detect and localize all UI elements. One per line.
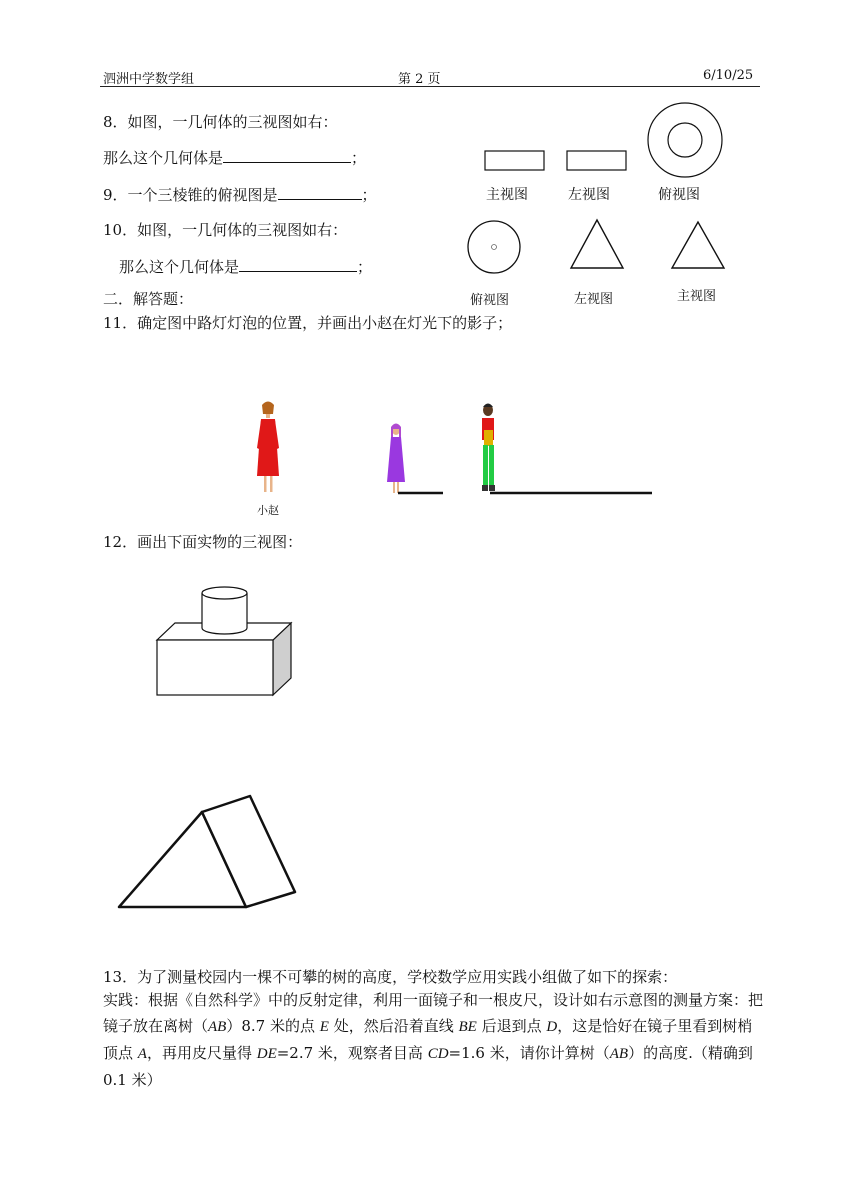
q13-var-e: E [319, 1019, 329, 1035]
q13-p2: ）8.7 米的点 [226, 1017, 320, 1035]
q13-line1: 13．为了测量校园内一棵不可攀的树的高度，学校数学应用实践小组做了如下的探索： [103, 968, 678, 986]
q10-line1: 10．如图，一几何体的三视图如右： [103, 221, 348, 239]
q13-var-de: DE [256, 1046, 277, 1062]
header-page: 第 2 页 [398, 72, 441, 87]
triangular-prism [119, 796, 295, 907]
views2-front-label: 主视图 [677, 289, 717, 304]
views1-left-label: 左视图 [568, 187, 610, 203]
views1-top-label: 俯视图 [658, 187, 700, 203]
q12-text: 12．画出下面实物的三视图： [103, 533, 303, 551]
q13-var-d: D [546, 1019, 558, 1035]
q10-line2-text: 那么这个几何体是 [119, 258, 240, 276]
q13-p5: ，这是恰好在镜子里看到树梢顶点 [103, 1017, 753, 1062]
q8-line2-text: 那么这个几何体是 [103, 149, 224, 167]
q13-var-cd: CD [427, 1046, 449, 1062]
q13-p9: ）的高度.（精确到 0.1 米） [103, 1044, 753, 1089]
q9-text: 9．一个三棱锥的俯视图是 [103, 186, 278, 204]
views1-front-label: 主视图 [486, 187, 528, 203]
q11-text: 11．确定图中路灯灯泡的位置，并画出小赵在灯光下的影子； [103, 314, 513, 332]
cuboid-with-cylinder [157, 587, 291, 695]
q13-var-a: A [137, 1046, 147, 1062]
q10-line2-end: ； [357, 258, 373, 276]
q13-p7: =2.7 米，观察者目高 [276, 1044, 428, 1062]
header-date: 6/10/25 [703, 68, 754, 83]
q13-p3: 处，然后沿着直线 [328, 1017, 459, 1035]
q13-var-ab: AB [208, 1019, 227, 1035]
xiaozhao-label: 小赵 [257, 504, 279, 517]
header-left: 泗洲中学数学组 [103, 72, 195, 87]
q13-p6: ，再用皮尺量得 [146, 1044, 257, 1062]
q8-line1: 8．如图，一几何体的三视图如右： [103, 113, 338, 131]
q13-var-ab-2: AB [609, 1046, 629, 1062]
section-2-title: 二．解答题： [103, 290, 194, 308]
q13-p4: 后退到点 [476, 1017, 547, 1035]
q9-end: ； [361, 186, 377, 204]
views2-top-label: 俯视图 [470, 293, 510, 308]
q13-var-be: BE [458, 1019, 477, 1035]
views2-left-label: 左视图 [574, 292, 614, 307]
q8-line2-end: ； [351, 149, 367, 167]
q13-p8: =1.6 米，请你计算树（ [448, 1044, 610, 1062]
q13-paragraph [103, 987, 763, 1093]
q13-p1: 实践：根据《自然科学》中的反射定律，利用一面镜子和一根皮尺，设计如右示意图的测量方案：把镜子放在离树（ [103, 991, 764, 1035]
